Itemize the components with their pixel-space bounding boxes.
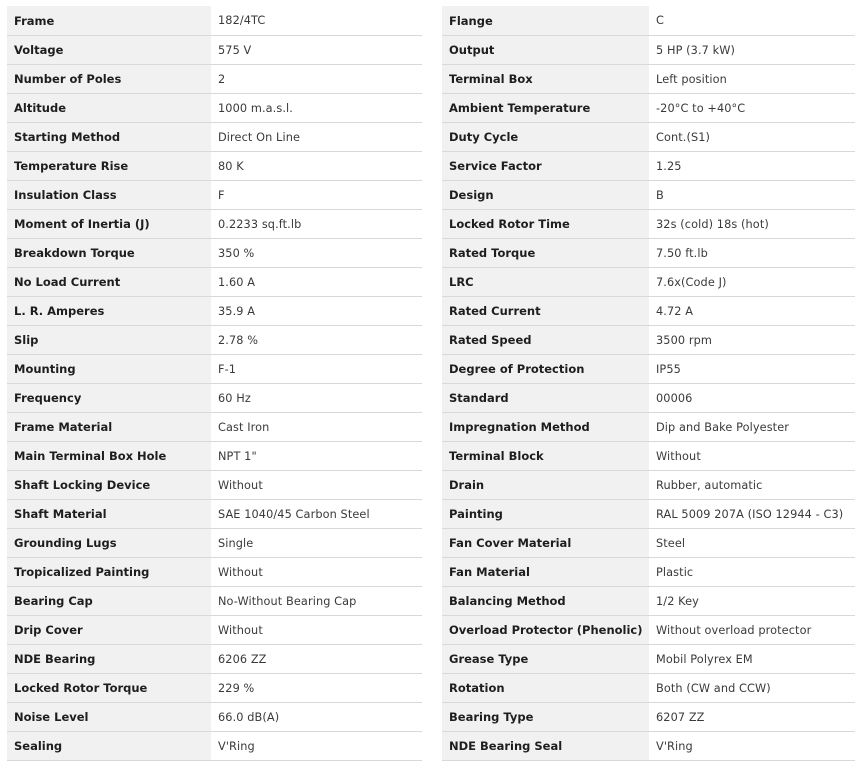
spec-label: LRC	[442, 268, 649, 296]
spec-value: Left position	[656, 72, 727, 86]
spec-value: 182/4TC	[218, 14, 266, 27]
spec-label: Drip Cover	[7, 616, 211, 644]
spec-value: Without	[218, 623, 263, 637]
spec-row	[442, 239, 855, 268]
spec-row	[7, 616, 422, 645]
spec-label: Service Factor	[442, 152, 649, 180]
spec-label: Degree of Protection	[442, 355, 649, 383]
spec-label: Bearing Type	[442, 703, 649, 731]
spec-row	[442, 355, 855, 384]
spec-label: Main Terminal Box Hole	[7, 442, 211, 470]
spec-label: Locked Rotor Time	[442, 210, 649, 238]
spec-row	[7, 239, 422, 268]
spec-label: Frame Material	[7, 413, 211, 441]
spec-value: SAE 1040/45 Carbon Steel	[218, 507, 370, 521]
spec-value: RAL 5009 207A (ISO 12944 - C3)	[656, 507, 844, 521]
spec-row	[7, 413, 422, 442]
spec-value: 1/2 Key	[656, 594, 699, 608]
spec-row	[442, 413, 855, 442]
spec-row	[442, 123, 855, 152]
spec-value: B	[656, 188, 664, 202]
spec-row	[442, 645, 855, 674]
spec-row	[7, 645, 422, 674]
spec-value: 7.50 ft.lb	[656, 246, 708, 260]
spec-value: 2	[218, 72, 226, 86]
spec-label: Balancing Method	[442, 587, 649, 615]
spec-value: 80 K	[218, 159, 244, 173]
spec-row	[442, 471, 855, 500]
spec-row	[7, 152, 422, 181]
spec-value: Rubber, automatic	[656, 478, 763, 492]
specifications-table	[7, 6, 855, 760]
spec-label: Frequency	[7, 384, 211, 412]
spec-label: Grounding Lugs	[7, 529, 211, 557]
spec-row	[442, 442, 855, 471]
spec-value: 32s (cold) 18s (hot)	[656, 217, 769, 231]
spec-value: Cont.(S1)	[656, 130, 711, 144]
spec-row	[7, 558, 422, 587]
spec-row	[442, 181, 855, 210]
spec-label: Output	[442, 36, 649, 64]
spec-row	[7, 210, 422, 239]
spec-value: 4.72 A	[656, 304, 694, 318]
spec-row	[442, 65, 855, 94]
spec-label: No Load Current	[7, 268, 211, 296]
spec-label: Flange	[442, 6, 649, 35]
spec-label: Starting Method	[7, 123, 211, 151]
spec-value: F-1	[218, 362, 237, 376]
spec-value: 6207 ZZ	[656, 710, 705, 724]
spec-row	[442, 500, 855, 529]
spec-row	[7, 94, 422, 123]
spec-label: Mounting	[7, 355, 211, 383]
spec-label: Voltage	[7, 36, 211, 64]
spec-value: Dip and Bake Polyester	[656, 420, 790, 434]
spec-value: 1000 m.a.s.l.	[218, 101, 293, 115]
spec-row	[7, 268, 422, 297]
spec-value: 35.9 A	[218, 304, 256, 318]
spec-row	[7, 181, 422, 210]
spec-value: 2.78 %	[218, 333, 259, 347]
spec-label: Duty Cycle	[442, 123, 649, 151]
spec-row	[442, 297, 855, 326]
spec-value: C	[656, 14, 664, 27]
spec-label: Noise Level	[7, 703, 211, 731]
spec-row	[442, 558, 855, 587]
spec-label: Fan Cover Material	[442, 529, 649, 557]
spec-value: Steel	[656, 536, 686, 550]
spec-value: Mobil Polyrex EM	[656, 652, 753, 666]
spec-value: 5 HP (3.7 kW)	[656, 43, 736, 57]
spec-label: Number of Poles	[7, 65, 211, 93]
spec-row	[442, 529, 855, 558]
spec-value: Plastic	[656, 565, 694, 579]
spec-value: Single	[218, 536, 254, 550]
spec-value: NPT 1"	[218, 449, 257, 463]
spec-value: 6206 ZZ	[218, 652, 267, 666]
spec-label: Insulation Class	[7, 181, 211, 209]
spec-label: Slip	[7, 326, 211, 354]
spec-label: Temperature Rise	[7, 152, 211, 180]
spec-label: L. R. Amperes	[7, 297, 211, 325]
spec-row	[442, 587, 855, 616]
spec-value: 60 Hz	[218, 391, 251, 405]
spec-value: Direct On Line	[218, 130, 301, 144]
spec-label: Tropicalized Painting	[7, 558, 211, 586]
spec-value: V'Ring	[218, 739, 255, 753]
spec-label: Shaft Material	[7, 500, 211, 528]
spec-label: Terminal Box	[442, 65, 649, 93]
spec-row	[7, 703, 422, 732]
spec-row	[7, 65, 422, 94]
spec-label: Sealing	[7, 732, 211, 760]
spec-label: Ambient Temperature	[442, 94, 649, 122]
spec-row	[7, 674, 422, 703]
spec-value: Without	[656, 449, 701, 463]
spec-label: Rated Torque	[442, 239, 649, 267]
spec-label: Altitude	[7, 94, 211, 122]
spec-value: 350 %	[218, 246, 255, 260]
spec-value: Both (CW and CCW)	[656, 681, 771, 695]
spec-row	[442, 210, 855, 239]
spec-row	[7, 471, 422, 500]
spec-value: Without	[218, 565, 263, 579]
spec-row	[7, 326, 422, 355]
spec-value: V'Ring	[656, 739, 693, 753]
spec-value: 7.6x(Code J)	[656, 275, 727, 289]
spec-row	[7, 587, 422, 616]
spec-label: Painting	[442, 500, 649, 528]
spec-row	[7, 36, 422, 65]
spec-row	[442, 36, 855, 65]
spec-label: NDE Bearing Seal	[442, 732, 649, 760]
spec-label: Rated Current	[442, 297, 649, 325]
spec-label: NDE Bearing	[7, 645, 211, 673]
spec-row	[7, 442, 422, 471]
specs-right-column	[442, 6, 855, 761]
spec-value: Without	[218, 478, 263, 492]
spec-value: Cast Iron	[218, 420, 270, 434]
spec-value: IP55	[656, 362, 681, 376]
spec-label: Impregnation Method	[442, 413, 649, 441]
spec-label: Fan Material	[442, 558, 649, 586]
spec-row	[7, 355, 422, 384]
spec-value: Without overload protector	[656, 623, 812, 637]
spec-row	[7, 297, 422, 326]
spec-row	[442, 94, 855, 123]
spec-row	[7, 384, 422, 413]
spec-label: Overload Protector (Phenolic)	[442, 616, 649, 644]
spec-label: Grease Type	[442, 645, 649, 673]
spec-label: Locked Rotor Torque	[7, 674, 211, 702]
spec-row	[7, 529, 422, 558]
spec-row	[442, 616, 855, 645]
spec-label: Frame	[7, 6, 211, 35]
spec-label: Terminal Block	[442, 442, 649, 470]
spec-label: Shaft Locking Device	[7, 471, 211, 499]
spec-label: Breakdown Torque	[7, 239, 211, 267]
spec-row	[442, 326, 855, 355]
spec-value: 3500 rpm	[656, 333, 712, 347]
spec-label: Rated Speed	[442, 326, 649, 354]
spec-label: Rotation	[442, 674, 649, 702]
spec-value: 66.0 dB(A)	[218, 710, 280, 724]
spec-value: 1.25	[656, 159, 682, 173]
spec-row	[442, 703, 855, 732]
spec-value: 229 %	[218, 681, 255, 695]
spec-label: Standard	[442, 384, 649, 412]
spec-row	[442, 268, 855, 297]
spec-value: 0.2233 sq.ft.lb	[218, 217, 302, 231]
spec-value: 00006	[656, 391, 693, 405]
spec-row	[7, 500, 422, 529]
spec-value: 575 V	[218, 43, 252, 57]
spec-label: Design	[442, 181, 649, 209]
spec-value: F	[218, 188, 225, 202]
spec-row	[7, 6, 422, 36]
spec-label: Drain	[442, 471, 649, 499]
specs-left-column	[7, 6, 422, 761]
spec-value: No-Without Bearing Cap	[218, 594, 357, 608]
spec-label: Bearing Cap	[7, 587, 211, 615]
spec-label: Moment of Inertia (J)	[7, 210, 211, 238]
spec-row	[442, 152, 855, 181]
spec-value: -20°C to +40°C	[656, 101, 746, 115]
spec-row	[7, 123, 422, 152]
spec-row	[442, 732, 855, 761]
spec-value: 1.60 A	[218, 275, 256, 289]
spec-row	[442, 384, 855, 413]
spec-row	[442, 674, 855, 703]
spec-row	[442, 6, 855, 36]
spec-row	[7, 732, 422, 761]
